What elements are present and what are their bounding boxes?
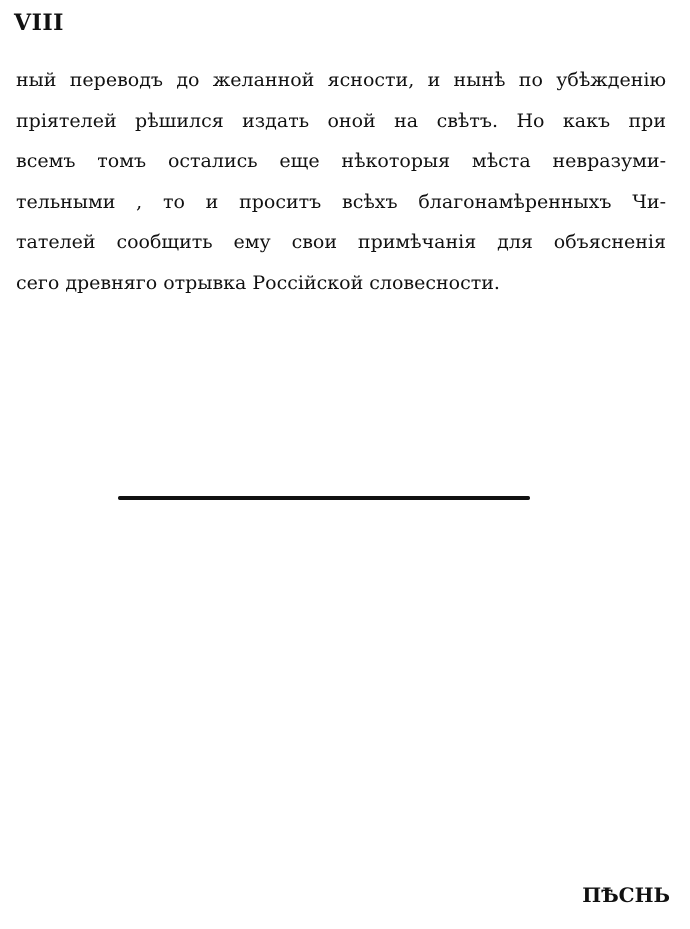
catchword: ПѢСНЬ: [582, 883, 670, 907]
page-number: VIII: [14, 10, 64, 36]
text-line-2: пріятелей рѣшился издать оной на свѣтъ. Но какъ при: [16, 109, 666, 132]
text-line-3: всемъ томъ остались еще нѣкоторыя мѣста невразуми-: [16, 150, 666, 172]
body-paragraph: [16, 68, 666, 311]
text-line-5: тателей сообщить ему свои примѣчанія для объясненія: [16, 231, 666, 253]
text-line-4: тельными , то и проситъ всѣхъ благонамѣренныхъ Чи-: [16, 190, 666, 213]
text-line-6: сего древняго отрывка Россійской словесности.: [16, 271, 500, 294]
text-line-1: ный переводъ до желанной ясности, и нынѣ по убѣжденію: [16, 69, 666, 91]
section-divider-rule: [118, 496, 530, 500]
